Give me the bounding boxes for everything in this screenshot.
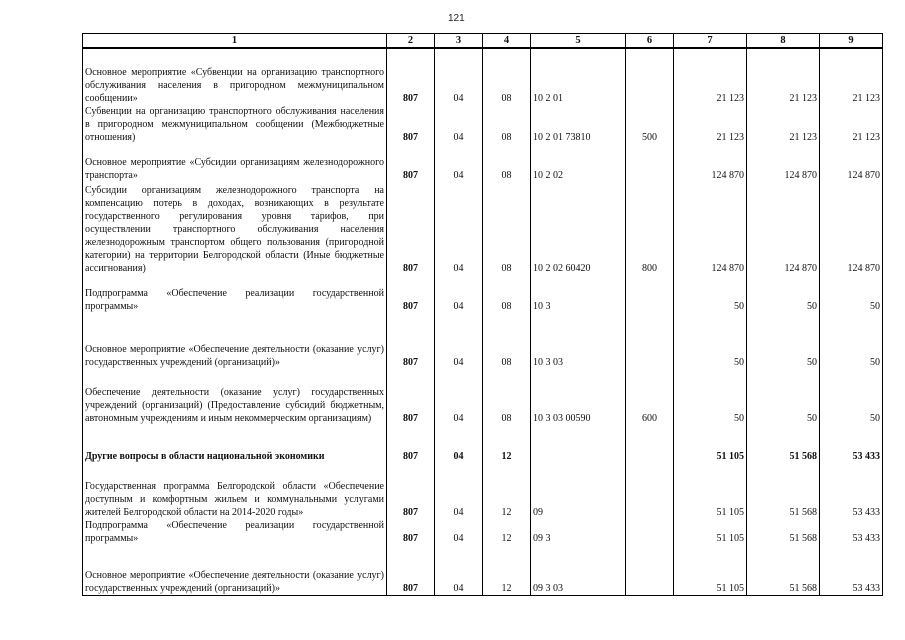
row-expense-type: [626, 425, 674, 463]
row-section-code: 04: [435, 182, 483, 275]
row-amount-col9: 21 123: [820, 48, 883, 105]
row-subsection-code: 12: [483, 545, 531, 595]
row-amount-col8: 51 568: [747, 519, 820, 545]
row-admin-code: 807: [387, 463, 435, 519]
row-amount-col8: 50: [747, 275, 820, 313]
table-row: [83, 425, 883, 463]
row-section-code: 04: [435, 105, 483, 144]
row-description: Основное мероприятие «Обеспечение деятельности (оказание услуг) государственных учреждений (организаций)»: [83, 313, 387, 369]
row-amount-col7: 51 105: [674, 463, 747, 519]
row-target-code: 09: [531, 463, 626, 519]
row-admin-code: 807: [387, 313, 435, 369]
row-section-code: 04: [435, 144, 483, 182]
row-expense-type: [626, 519, 674, 545]
column-header-9: 9: [820, 34, 883, 49]
row-section-code: 04: [435, 313, 483, 369]
row-description: Субсидии организациям железнодорожного транспорта на компенсацию потерь в доходах, возникающих в результате государственного регулирования уровня тарифов, при осуществлении транспортного обслуживания населения железнодорожным транспортом общего пользования (пригородной категории) на территории Белгородской области (Иные бюджетные ассигнования): [83, 182, 387, 275]
row-target-code: 10 3: [531, 275, 626, 313]
row-amount-col8: 21 123: [747, 105, 820, 144]
row-expense-type: [626, 463, 674, 519]
row-description: Основное мероприятие «Субвенции на организацию транспортного обслуживания населения в пригородном межмуниципальном сообщении»: [83, 48, 387, 105]
row-subsection-code: 08: [483, 144, 531, 182]
row-target-code: 10 2 02 60420: [531, 182, 626, 275]
row-amount-col8: 51 568: [747, 463, 820, 519]
row-admin-code: 807: [387, 144, 435, 182]
row-amount-col7: 51 105: [674, 425, 747, 463]
row-subsection-code: 08: [483, 48, 531, 105]
column-header-4: 4: [483, 34, 531, 49]
row-description: Субвенции на организацию транспортного обслуживания населения в пригородном межмуниципальном сообщении (Межбюджетные отношения): [83, 105, 387, 144]
table-row: [83, 369, 883, 425]
table-row: [83, 144, 883, 182]
row-amount-col7: 50: [674, 313, 747, 369]
row-expense-type: [626, 545, 674, 595]
table-row: [83, 519, 883, 545]
row-amount-col8: 124 870: [747, 144, 820, 182]
row-expense-type: [626, 275, 674, 313]
row-admin-code: 807: [387, 369, 435, 425]
table-row: [83, 182, 883, 275]
row-amount-col9: 53 433: [820, 519, 883, 545]
row-subsection-code: 08: [483, 369, 531, 425]
budget-table: [82, 33, 883, 596]
row-section-code: 04: [435, 369, 483, 425]
row-subsection-code: 08: [483, 313, 531, 369]
row-target-code: 09 3: [531, 519, 626, 545]
column-header-7: 7: [674, 34, 747, 49]
row-target-code: 10 3 03 00590: [531, 369, 626, 425]
row-amount-col8: 50: [747, 369, 820, 425]
column-number-row: [83, 34, 883, 49]
row-section-code: 04: [435, 545, 483, 595]
table-row: [83, 105, 883, 144]
row-description: Государственная программа Белгородской области «Обеспечение доступным и комфортным жильем и коммунальными услугами жителей Белгородской области на 2014-2020 годы»: [83, 463, 387, 519]
row-subsection-code: 08: [483, 182, 531, 275]
row-admin-code: 807: [387, 182, 435, 275]
row-subsection-code: 12: [483, 463, 531, 519]
row-description: Другие вопросы в области национальной экономики: [83, 425, 387, 463]
row-subsection-code: 08: [483, 275, 531, 313]
row-section-code: 04: [435, 425, 483, 463]
row-description: Подпрограмма «Обеспечение реализации государственной программы»: [83, 275, 387, 313]
row-description: Подпрограмма «Обеспечение реализации государственной программы»: [83, 519, 387, 545]
column-header-8: 8: [747, 34, 820, 49]
row-target-code: 10 2 01: [531, 48, 626, 105]
row-subsection-code: 12: [483, 519, 531, 545]
row-amount-col7: 21 123: [674, 105, 747, 144]
row-amount-col9: 124 870: [820, 144, 883, 182]
row-target-code: 10 2 02: [531, 144, 626, 182]
row-amount-col8: 51 568: [747, 425, 820, 463]
row-amount-col9: 21 123: [820, 105, 883, 144]
row-expense-type: [626, 144, 674, 182]
column-header-6: 6: [626, 34, 674, 49]
row-expense-type: 800: [626, 182, 674, 275]
row-amount-col7: 21 123: [674, 48, 747, 105]
column-header-2: 2: [387, 34, 435, 49]
row-amount-col8: 51 568: [747, 545, 820, 595]
row-amount-col7: 51 105: [674, 545, 747, 595]
row-target-code: [531, 425, 626, 463]
row-section-code: 04: [435, 48, 483, 105]
row-amount-col8: 50: [747, 313, 820, 369]
row-amount-col9: 50: [820, 369, 883, 425]
row-description: Основное мероприятие «Обеспечение деятельности (оказание услуг) государственных учреждений (организаций)»: [83, 545, 387, 595]
row-description: Обеспечение деятельности (оказание услуг) государственных учреждений (организаций) (Предоставление субсидий бюджетным, автономным учреждениям и иным некоммерческим организациям): [83, 369, 387, 425]
row-amount-col9: 53 433: [820, 545, 883, 595]
table-row: [83, 313, 883, 369]
page-number: 121: [448, 13, 465, 24]
row-admin-code: 807: [387, 545, 435, 595]
row-amount-col9: 50: [820, 275, 883, 313]
row-section-code: 04: [435, 463, 483, 519]
table-row: [83, 545, 883, 595]
row-amount-col9: 53 433: [820, 425, 883, 463]
row-section-code: 04: [435, 275, 483, 313]
row-description: Основное мероприятие «Субсидии организациям железнодорожного транспорта»: [83, 144, 387, 182]
row-expense-type: [626, 313, 674, 369]
row-subsection-code: 12: [483, 425, 531, 463]
row-expense-type: 500: [626, 105, 674, 144]
row-target-code: 09 3 03: [531, 545, 626, 595]
row-amount-col9: 53 433: [820, 463, 883, 519]
table-row: [83, 48, 883, 105]
row-amount-col8: 21 123: [747, 48, 820, 105]
row-amount-col7: 51 105: [674, 519, 747, 545]
row-section-code: 04: [435, 519, 483, 545]
row-amount-col7: 50: [674, 369, 747, 425]
column-header-1: 1: [83, 34, 387, 49]
row-amount-col9: 124 870: [820, 182, 883, 275]
row-target-code: 10 3 03: [531, 313, 626, 369]
row-admin-code: 807: [387, 275, 435, 313]
row-amount-col9: 50: [820, 313, 883, 369]
row-admin-code: 807: [387, 48, 435, 105]
column-header-3: 3: [435, 34, 483, 49]
row-expense-type: 600: [626, 369, 674, 425]
table-row: [83, 275, 883, 313]
row-amount-col7: 124 870: [674, 182, 747, 275]
row-amount-col7: 50: [674, 275, 747, 313]
row-amount-col7: 124 870: [674, 144, 747, 182]
column-header-5: 5: [531, 34, 626, 49]
row-admin-code: 807: [387, 519, 435, 545]
row-admin-code: 807: [387, 105, 435, 144]
table-row: [83, 463, 883, 519]
row-amount-col8: 124 870: [747, 182, 820, 275]
row-admin-code: 807: [387, 425, 435, 463]
row-expense-type: [626, 48, 674, 105]
row-target-code: 10 2 01 73810: [531, 105, 626, 144]
row-subsection-code: 08: [483, 105, 531, 144]
